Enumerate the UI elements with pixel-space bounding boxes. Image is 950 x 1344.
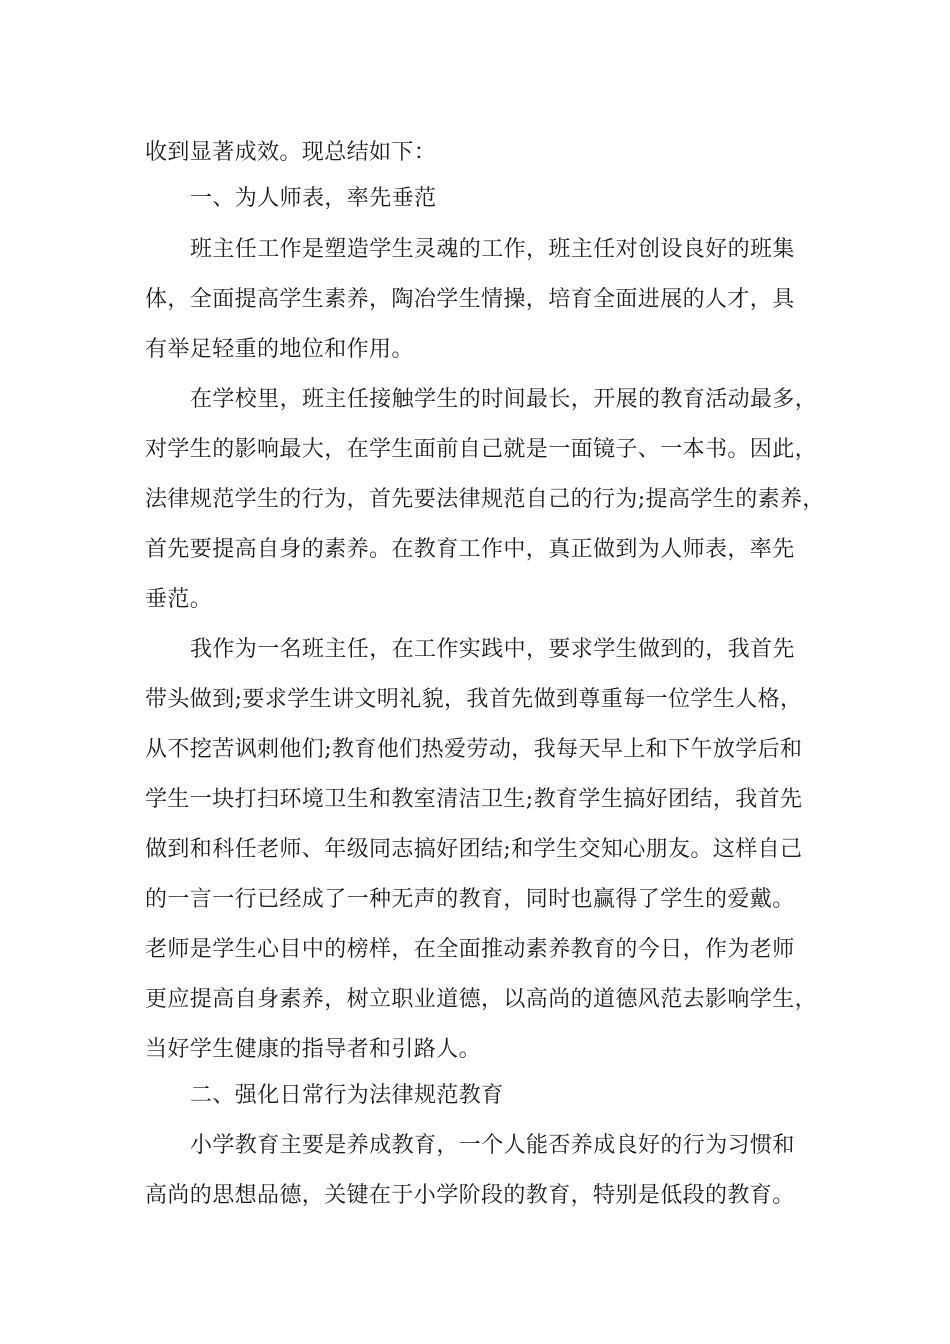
text-line: 我作为一名班主任，在工作实践中，要求学生做到的，我首先 [190, 637, 795, 662]
text-line: 在学校里，班主任接触学生的时间最长，开展的教育活动最多， [190, 387, 818, 412]
text-line: 有举足轻重的地位和作用。 [145, 337, 414, 362]
text-line: 带头做到;要求学生讲文明礼貌，我首先做到尊重每一位学生人格， [145, 687, 803, 712]
text-line: 收到显著成效。现总结如下： [145, 140, 437, 165]
text-line: 学生一块打扫环境卫生和教室清洁卫生;教育学生搞好团结，我首先 [145, 787, 803, 812]
text-line: 对学生的影响最大，在学生面前自己就是一面镜子、一本书。因此， [145, 437, 818, 462]
text-line: 垂范。 [145, 587, 213, 612]
text-line: 法律规范学生的行为，首先要法律规范自己的行为;提高学生的素养， [145, 487, 825, 512]
text-line: 体，全面提高学生素养，陶冶学生情操，培育全面进展的人才，具 [145, 287, 795, 312]
section-heading: 一、为人师表，率先垂范 [190, 186, 437, 211]
section-heading: 二、强化日常行为法律规范教育 [190, 1083, 504, 1108]
text-line: 的一言一行已经成了一种无声的教育，同时也赢得了学生的爱戴。 [145, 887, 795, 912]
text-line: 从不挖苦讽刺他们;教育他们热爱劳动，我每天早上和下午放学后和 [145, 737, 803, 762]
text-line: 首先要提高自身的素养。在教育工作中，真正做到为人师表，率先 [145, 537, 795, 562]
text-line: 当好学生健康的指导者和引路人。 [145, 1037, 482, 1062]
text-line: 做到和科任老师、年级同志搞好团结;和学生交知心朋友。这样自己 [145, 837, 803, 862]
text-line: 班主任工作是塑造学生灵魂的工作，班主任对创设良好的班集 [190, 237, 795, 262]
text-line: 更应提高自身素养，树立职业道德，以高尚的道德风范去影响学生， [145, 987, 818, 1012]
text-line: 老师是学生心目中的榜样，在全面推动素养教育的今日，作为老师 [145, 937, 795, 962]
text-line: 小学教育主要是养成教育，一个人能否养成良好的行为习惯和 [190, 1133, 795, 1158]
text-line: 高尚的思想品德，关键在于小学阶段的教育，特别是低段的教育。 [145, 1183, 795, 1208]
